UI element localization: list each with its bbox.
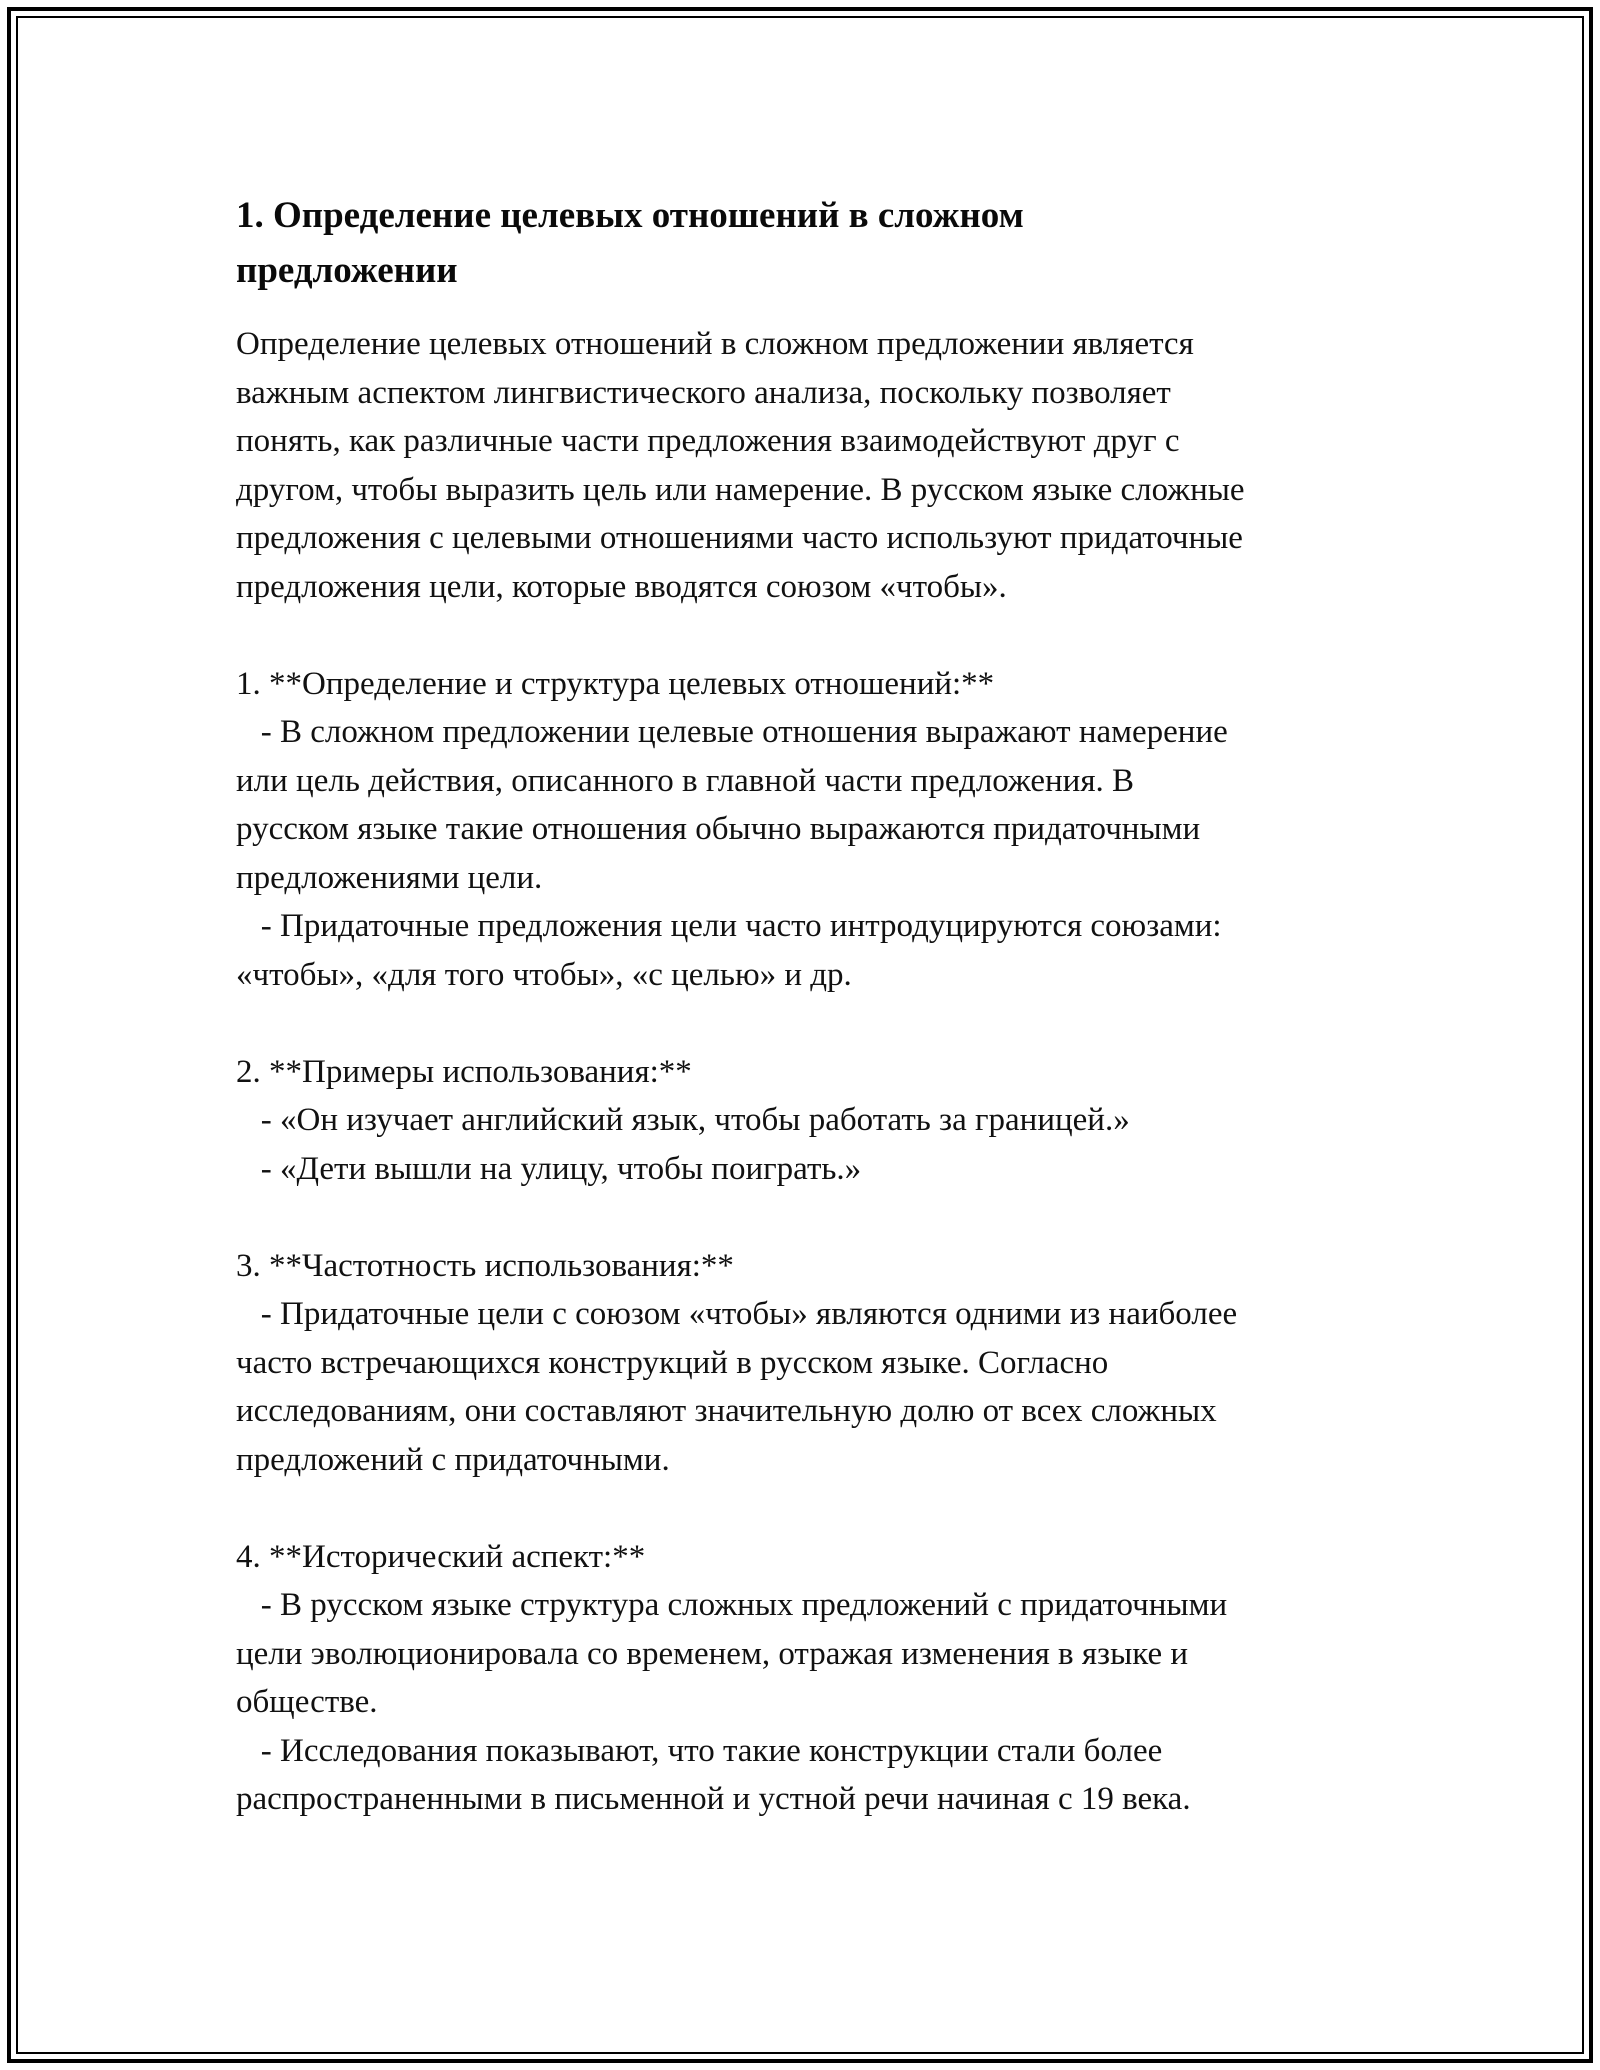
- section-line: русском языке такие отношения обычно выражаются придаточными: [236, 811, 1201, 847]
- section-definition: [236, 660, 1386, 1000]
- paragraph-gap: [236, 1193, 1386, 1242]
- section-line: «чтобы», «для того чтобы», «с целью» и др.: [236, 956, 852, 993]
- section-heading: 2. **Примеры использования:**: [236, 1053, 692, 1090]
- document-page: [236, 188, 1386, 1824]
- section-line: предложений с придаточными.: [236, 1441, 670, 1478]
- intro-line: понять, как различные части предложения взаимодействуют друг с: [236, 423, 1180, 459]
- intro-paragraph: [236, 320, 1386, 611]
- title-line: предложении: [236, 250, 458, 291]
- section-heading: 4. **Исторический аспект:**: [236, 1538, 646, 1575]
- section-line: - «Дети вышли на улицу, чтобы поиграть.»: [236, 1150, 862, 1187]
- section-line: - Придаточные цели с союзом «чтобы» являются одними из наиболее: [236, 1296, 1238, 1332]
- section-line: распространенными в письменной и устной речи начиная с 19 века.: [236, 1781, 1191, 1817]
- section-heading: 3. **Частотность использования:**: [236, 1247, 734, 1284]
- section-examples: [236, 1048, 1386, 1194]
- section-line: цели эволюционировала со временем, отражая изменения в языке и: [236, 1635, 1189, 1672]
- section-line: - В русском языке структура сложных предложений с придаточными: [236, 1587, 1228, 1623]
- title-line: 1. Определение целевых отношений в сложном: [236, 195, 1024, 236]
- section-line: исследованиям, они составляют значительную долю от всех сложных: [236, 1393, 1217, 1429]
- section-frequency: [236, 1242, 1386, 1485]
- section-line: обществе.: [236, 1684, 378, 1720]
- intro-line: другом, чтобы выразить цель или намерение. В русском языке сложные: [236, 471, 1245, 508]
- section-line: - В сложном предложении целевые отношения выражают намерение: [236, 714, 1228, 750]
- section-history: [236, 1533, 1386, 1824]
- document-title: [236, 188, 1386, 298]
- section-heading: 1. **Определение и структура целевых отношений:**: [236, 665, 995, 702]
- intro-line: предложения с целевыми отношениями часто используют придаточные: [236, 520, 1243, 556]
- intro-line: предложения цели, которые вводятся союзом «чтобы».: [236, 568, 1007, 605]
- paragraph-gap: [236, 1484, 1386, 1533]
- paragraph-gap: [236, 611, 1386, 660]
- intro-line: Определение целевых отношений в сложном предложении является: [236, 326, 1194, 362]
- section-line: или цель действия, описанного в главной части предложения. В: [236, 762, 1135, 799]
- section-line: предложениями цели.: [236, 859, 543, 896]
- section-line: - Исследования показывают, что такие конструкции стали более: [236, 1732, 1163, 1769]
- paragraph-gap: [236, 999, 1386, 1048]
- section-line: часто встречающихся конструкций в русском языке. Согласно: [236, 1344, 1109, 1381]
- intro-line: важным аспектом лингвистического анализа, поскольку позволяет: [236, 374, 1171, 411]
- section-line: - Придаточные предложения цели часто интродуцируются союзами:: [236, 908, 1222, 944]
- section-line: - «Он изучает английский язык, чтобы работать за границей.»: [236, 1102, 1130, 1138]
